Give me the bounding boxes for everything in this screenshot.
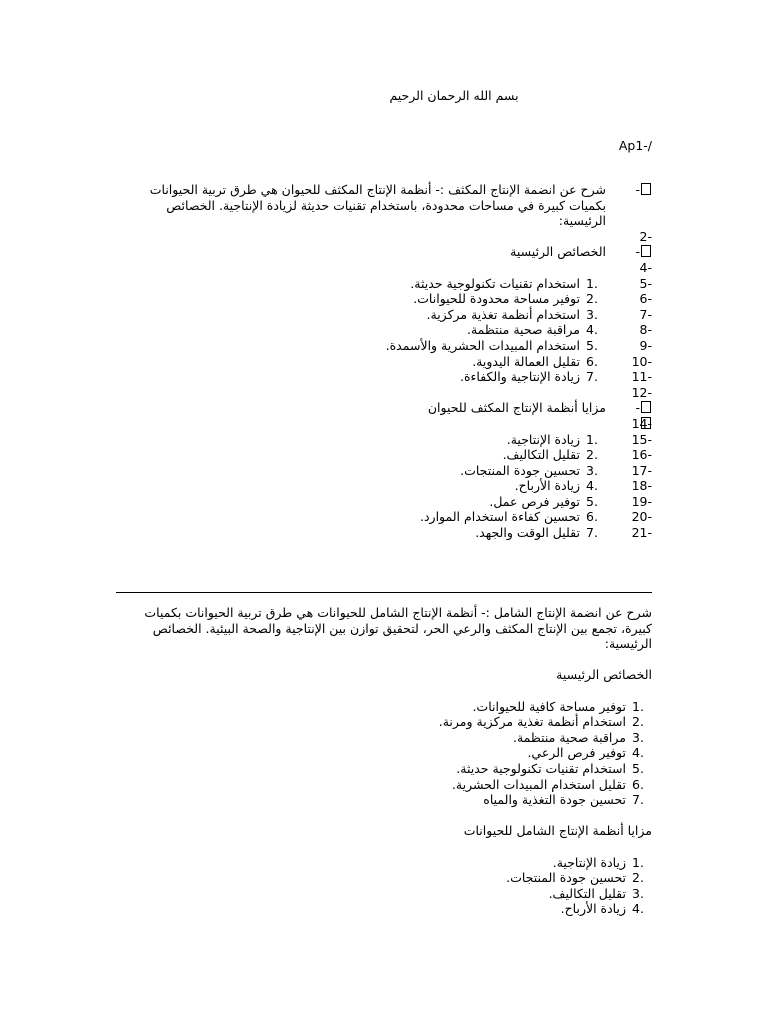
line-number: 17- xyxy=(631,462,652,478)
line-number: 16- xyxy=(631,447,652,463)
list-item-text: تقليل التكاليف. xyxy=(502,447,580,463)
list-item-text: تقليل استخدام المبيدات الحشرية. xyxy=(451,776,626,792)
list-item-text: تقليل العمالة اليدوية. xyxy=(472,353,580,369)
line-number-row xyxy=(116,260,652,276)
list-item xyxy=(116,777,652,793)
list-item xyxy=(116,745,652,761)
list-item xyxy=(116,761,652,777)
list-item-text: تحسين جودة المنتجات. xyxy=(506,870,626,886)
list-item-text: استخدام تقنيات تكنولوجية حديثة. xyxy=(410,275,580,291)
list-item-number: 5. xyxy=(586,493,598,509)
line-number: 10- xyxy=(631,353,652,369)
list-item-number: 7. xyxy=(586,525,598,541)
list-item xyxy=(116,792,652,808)
line-number: 21- xyxy=(631,525,652,541)
list-item xyxy=(116,509,652,525)
line-number: 6- xyxy=(639,291,652,307)
section1-advantages-heading: مزايا أنظمة الإنتاج المكثف للحيوان xyxy=(427,400,606,416)
list-item-text: تقليل التكاليف. xyxy=(548,885,626,901)
section1-features-heading-row xyxy=(116,244,652,260)
list-item-text: زيادة الأرباح. xyxy=(560,901,626,917)
list-item-text: مراقبة صحية منتظمة. xyxy=(512,729,626,745)
list-item xyxy=(116,730,652,746)
list-item-number: 2. xyxy=(586,447,598,463)
list-item xyxy=(116,447,652,463)
list-item-number: 2. xyxy=(632,870,644,886)
list-item-number: 3. xyxy=(586,462,598,478)
list-item-text: توفير مساحة محدودة للحيوانات. xyxy=(413,291,580,307)
list-item xyxy=(116,901,652,917)
line-number: 9- xyxy=(639,337,652,353)
list-item-text: تحسين جودة المنتجات. xyxy=(460,462,580,478)
list-item-text: زيادة الإنتاجية. xyxy=(552,854,626,870)
basmala-heading: بسم الله الرحمان الرحيم xyxy=(389,88,519,103)
line-number: 11- xyxy=(631,369,652,385)
list-item xyxy=(116,478,652,494)
section2-features-heading: الخصائص الرئيسية xyxy=(556,667,652,683)
list-item xyxy=(116,463,652,479)
section2-advantages-heading: مزايا أنظمة الإنتاج الشامل للحيوانات xyxy=(463,823,652,839)
list-item-number: 2. xyxy=(632,714,644,730)
section-comprehensive-production xyxy=(116,605,652,917)
list-item xyxy=(116,525,652,541)
section1-features-heading: الخصائص الرئيسية xyxy=(510,244,606,260)
list-item-text: تحسين جودة التغذية والمياه xyxy=(483,792,626,808)
list-item xyxy=(116,338,652,354)
list-item xyxy=(116,870,652,886)
list-item-number: 4. xyxy=(586,478,598,494)
list-item-text: توفير مساحة كافية للحيوانات. xyxy=(472,698,626,714)
list-item xyxy=(116,276,652,292)
list-item xyxy=(116,354,652,370)
list-item-text: تقليل الوقت والجهد. xyxy=(475,525,580,541)
line-number: 14- xyxy=(631,415,652,431)
list-item xyxy=(116,886,652,902)
list-item-number: 6. xyxy=(586,509,598,525)
list-item-number: 1. xyxy=(632,698,644,714)
line-number: 2- xyxy=(639,228,652,244)
line-number: 8- xyxy=(639,322,652,338)
list-item-text: استخدام تقنيات تكنولوجية حديثة. xyxy=(456,760,626,776)
line-number: 19- xyxy=(631,493,652,509)
document-code: Ap1-/ xyxy=(618,138,652,153)
list-item-number: 1. xyxy=(586,275,598,291)
list-item-number: 1. xyxy=(632,854,644,870)
list-item xyxy=(116,494,652,510)
list-item xyxy=(116,699,652,715)
list-item-text: توفير فرص الرعي. xyxy=(527,745,626,761)
horizontal-divider xyxy=(116,592,652,593)
list-item-text: زيادة الإنتاجية والكفاءة. xyxy=(459,369,580,385)
section1-advantages-heading-row xyxy=(116,400,652,416)
list-item-number: 6. xyxy=(586,353,598,369)
list-item-number: 2. xyxy=(586,291,598,307)
section1-features-list xyxy=(116,276,652,385)
list-item-number: 7. xyxy=(586,369,598,385)
list-item xyxy=(116,322,652,338)
list-item-number: 4. xyxy=(632,745,644,761)
line-number-row xyxy=(116,385,652,401)
section1-intro-row xyxy=(116,182,652,229)
list-item-number: 7. xyxy=(632,792,644,808)
list-item xyxy=(116,307,652,323)
list-item-text: زيادة الإنتاجية. xyxy=(506,431,580,447)
section2-features-list xyxy=(116,699,652,808)
list-item-text: توفير فرص عمل. xyxy=(489,493,580,509)
list-item-number: 1. xyxy=(586,431,598,447)
list-item xyxy=(116,291,652,307)
list-item-text: مراقبة صحية منتظمة. xyxy=(466,322,580,338)
section1-intro-paragraph: شرح عن انضمة الإنتاج المكثف :- أنظمة الإنتاج المكثف للحيوان هي طرق تربية الحيوانات بكميات كبيرة في مساحات محدودة، باستخدام تقنيات حديثة لزيادة الإنتاجية. الخصائص الرئيسية: xyxy=(149,182,606,229)
list-item-number: 6. xyxy=(632,776,644,792)
list-item-text: استخدام أنظمة تغذية مركزية ومرنة. xyxy=(438,714,626,730)
list-item-number: 3. xyxy=(632,885,644,901)
bullet-box-icon: - xyxy=(626,244,652,260)
list-item xyxy=(116,855,652,871)
list-item-text: تحسين كفاءة استخدام الموارد. xyxy=(420,509,580,525)
list-item-number: 4. xyxy=(632,901,644,917)
line-number: 20- xyxy=(631,509,652,525)
list-item-number: 3. xyxy=(632,729,644,745)
list-item-text: استخدام المبيدات الحشرية والأسمدة. xyxy=(385,337,580,353)
list-item xyxy=(116,369,652,385)
line-number-row xyxy=(116,416,652,432)
bullet-box-icon: - xyxy=(626,182,652,198)
line-number: 4- xyxy=(639,259,652,275)
list-item-number: 5. xyxy=(632,760,644,776)
list-item xyxy=(116,714,652,730)
section-intensive-production xyxy=(116,182,652,541)
line-number: 12- xyxy=(631,384,652,400)
line-number: 5- xyxy=(639,275,652,291)
bullet-box-icon: - xyxy=(626,400,652,431)
list-item-number: 4. xyxy=(586,322,598,338)
list-item-number: 5. xyxy=(586,337,598,353)
list-item-text: زيادة الأرباح. xyxy=(514,478,580,494)
section1-advantages-list xyxy=(116,432,652,541)
line-number: 7- xyxy=(639,306,652,322)
line-number: 18- xyxy=(631,478,652,494)
list-item-number: 3. xyxy=(586,306,598,322)
line-number: 15- xyxy=(631,431,652,447)
section2-intro-paragraph: شرح عن انضمة الإنتاج الشامل :- أنظمة الإنتاج الشامل للحيوانات هي طرق تربية الحيوانات بكميات كبيرة، تجمع بين الإنتاج المكثف والرعي الحر، لتحقيق توازن بين الإنتاجية والصحة البيئية. الخصائص الرئيسية: xyxy=(144,605,652,652)
line-number-row xyxy=(116,229,652,245)
list-item-text: استخدام أنظمة تغذية مركزية. xyxy=(426,306,580,322)
section2-advantages-list xyxy=(116,855,652,917)
list-item xyxy=(116,432,652,448)
